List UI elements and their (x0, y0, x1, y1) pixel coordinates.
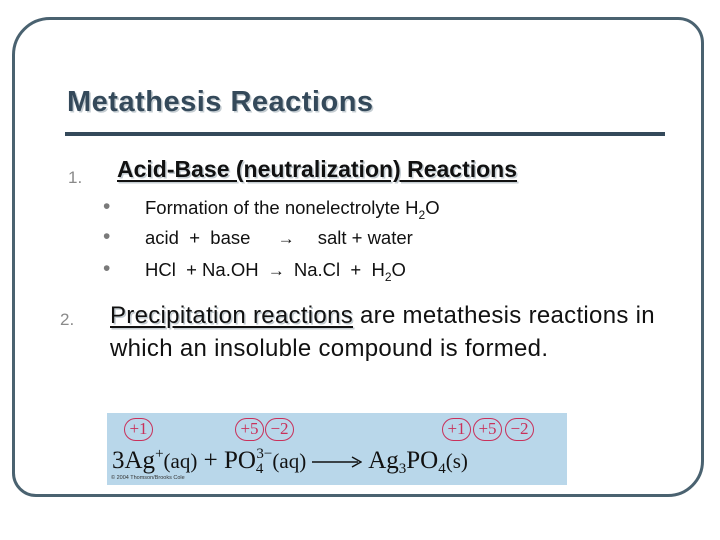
eq-state: (aq) (163, 449, 198, 473)
oxidation-number-label: −2 (265, 418, 294, 441)
subscript: 2 (384, 270, 392, 284)
eq-subscript: 4 (438, 461, 446, 477)
copyright-credit: © 2004 Thomson/Brooks Cole (111, 475, 185, 481)
reaction-arrow-icon (312, 456, 362, 468)
bullet-marker: • (103, 225, 111, 248)
bullet-hcl-naoh (145, 259, 406, 284)
chemical-equation (112, 446, 468, 478)
slide-title: Metathesis Reactions (67, 86, 374, 118)
eq-plus: + (203, 447, 218, 474)
oxidation-number-label: +1 (124, 418, 153, 441)
bullet-acid-base (145, 227, 413, 249)
title-underline-rule (65, 132, 665, 136)
precipitation-description: are metathesis reactions in which an insoluble compound is formed. (110, 302, 655, 362)
eq-product-po4: PO (406, 447, 439, 474)
bullet-marker: • (103, 195, 111, 218)
right-arrow-icon: → (277, 229, 295, 248)
eq-reactant-po4: PO (223, 447, 256, 474)
oxidation-number-label: +5 (473, 418, 502, 441)
bullet-marker: • (103, 257, 111, 280)
bullet-text-end: O (425, 197, 440, 218)
eq-reactant-ag: 3Ag (112, 447, 156, 474)
oxidation-number-label: +1 (442, 418, 471, 441)
bullet-nonelectrolyte (145, 197, 440, 222)
eq-subscript: 4 (255, 461, 264, 477)
precipitation-term: Precipitation reactions (110, 302, 354, 329)
eq-product-ag: Ag (368, 447, 399, 474)
precipitation-paragraph (110, 300, 700, 365)
eq-state: (s) (445, 449, 468, 473)
subscript: 2 (418, 208, 426, 222)
item-number-2: 2. (60, 310, 75, 329)
eq-charge: + (155, 446, 164, 462)
eq-subscript: 3 (398, 461, 407, 477)
item-number-1: 1. (68, 168, 83, 187)
products-text: Na.Cl + H (293, 259, 385, 280)
oxidation-number-label: +5 (235, 418, 264, 441)
right-arrow-icon: → (267, 261, 285, 280)
oxidation-number-label: −2 (505, 418, 534, 441)
precipitation-equation-figure (107, 413, 567, 485)
bullet-text: Formation of the nonelectrolyte H (145, 197, 419, 218)
products-text: salt + water (317, 227, 413, 248)
eq-state: (aq) (272, 449, 307, 473)
reactants-text: acid + base (145, 227, 251, 248)
reactants-text: HCl + Na.OH (145, 259, 259, 280)
eq-charge: 3− (256, 446, 273, 462)
item-heading-acid-base: Acid-Base (neutralization) Reactions (117, 156, 518, 182)
products-text-end: O (391, 259, 406, 280)
